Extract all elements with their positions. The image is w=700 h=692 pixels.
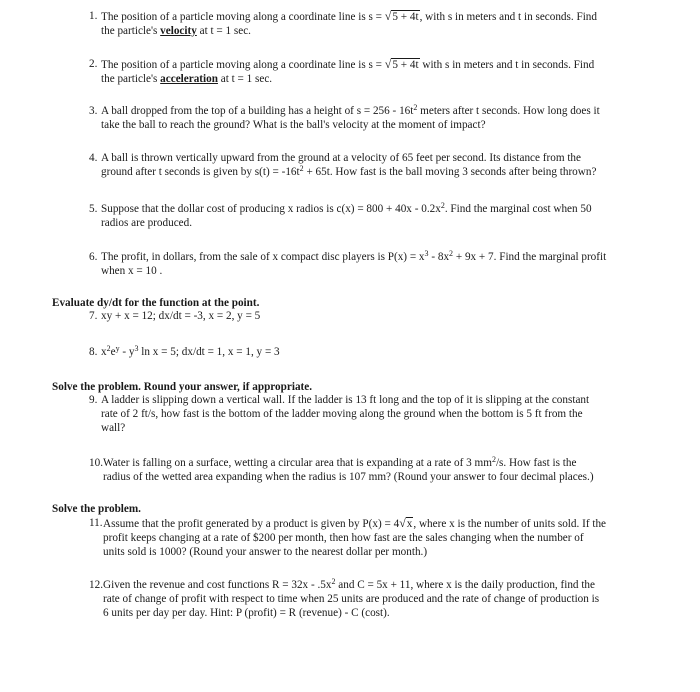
problem-text: The position of a particle moving along a coordinate line is s =: [101, 11, 385, 23]
square-root: √5 + 4t: [384, 9, 419, 23]
problem-3: [89, 104, 641, 132]
problem-number: 1.: [89, 10, 98, 22]
key-term: velocity: [160, 25, 197, 37]
problem-text: units sold is 1000? (Round your answer to the nearest dollar per month.): [103, 546, 428, 558]
square-root: √5 + 4t: [384, 57, 419, 71]
problem-text: A ladder is slipping down a vertical wall. If the ladder is 13 ft long and the top of it is slipping at the constant: [101, 394, 590, 406]
problem-number: 8.: [89, 346, 98, 358]
problem-7: [89, 309, 641, 323]
problem-text: when x = 10 .: [101, 265, 163, 277]
problem-number: 11.: [89, 517, 103, 529]
key-term: acceleration: [160, 73, 218, 85]
exponent: 2: [440, 201, 445, 210]
problem-number: 5.: [89, 203, 98, 215]
problem-text: take the ball to reach the ground? What is the ball's velocity at the moment of impact?: [101, 119, 486, 131]
problem-number: 12.: [89, 579, 103, 591]
problem-number: 7.: [89, 310, 98, 322]
problem-12: [89, 578, 641, 620]
problem-6: [89, 250, 641, 278]
problem-text: e: [110, 346, 116, 358]
exponent: 2: [106, 344, 111, 353]
problem-text: and C = 5x + 11, where x is the daily production, find the: [335, 579, 595, 591]
problem-text: the particle's: [101, 25, 161, 37]
problem-text: ground after t seconds is given by s(t) = -16t: [101, 166, 300, 178]
problem-text: The position of a particle moving along a coordinate line is s =: [101, 59, 385, 71]
problem-text: meters after t seconds. How long does it: [417, 105, 600, 117]
radicand: x: [406, 518, 413, 530]
problem-text: wall?: [101, 422, 126, 434]
problem-text: radios are produced.: [101, 217, 193, 229]
section-heading-evaluate: Evaluate dy/dt for the function at the point.: [52, 297, 260, 309]
problem-text: Suppose that the dollar cost of producing x radios is c(x) = 800 + 40x - 0.2x: [101, 203, 441, 215]
problem-number: 10.: [89, 457, 103, 469]
exponent: 2: [299, 164, 304, 173]
problem-text: the particle's: [101, 73, 161, 85]
problem-text: . Find the marginal cost when 50: [444, 203, 592, 215]
exponent: 2: [413, 103, 418, 112]
problem-text: , with s in meters and t in seconds. Find: [419, 11, 597, 23]
exponent: 2: [449, 249, 454, 258]
problem-number: 4.: [89, 152, 98, 164]
problem-text: rate of 2 ft/s, how fast is the bottom of the ladder moving along the ground when the bottom is 5 ft from the: [101, 408, 583, 420]
problem-text: + 9x + 7. Find the marginal profit: [453, 251, 607, 263]
problem-text: - 8x: [428, 251, 450, 263]
square-root: √x: [399, 516, 413, 530]
problem-text: Assume that the profit generated by a product is given by P(x) = 4: [103, 518, 400, 530]
problem-text: ln x = 5; dx/dt = 1, x = 1, y = 3: [138, 346, 280, 358]
problem-text: x: [101, 346, 107, 358]
problem-text: xy + x = 12; dx/dt = -3, x = 2, y = 5: [101, 310, 261, 322]
problem-text: + 65t. How fast is the ball moving 3 seconds after being thrown?: [303, 166, 597, 178]
problem-text: at t = 1 sec.: [196, 25, 251, 37]
exponent: 2: [491, 455, 496, 464]
radicand: 5 + 4t: [392, 11, 419, 23]
problem-number: 2.: [89, 58, 98, 70]
problem-8: [89, 345, 641, 359]
problem-number: 6.: [89, 251, 98, 263]
problem-9: [89, 393, 641, 435]
exponent: 2: [331, 577, 336, 586]
problem-text: rate of change of profit with respect to time when 25 units are produced and the rate of change of production is: [103, 593, 600, 605]
problem-text: with s in meters and t in seconds. Find: [419, 59, 595, 71]
radicand: 5 + 4t: [392, 59, 419, 71]
problem-text: - y: [119, 346, 135, 358]
problem-text: The profit, in dollars, from the sale of x compact disc players is P(x) = x: [101, 251, 425, 263]
problem-10: [89, 456, 641, 484]
exponent: 3: [134, 344, 139, 353]
problem-text: A ball is thrown vertically upward from the ground at a velocity of 65 feet per second. Its distance from the: [101, 152, 581, 164]
exponent: y: [115, 344, 120, 353]
problem-text: A ball dropped from the top of a building has a height of s = 256 - 16t: [101, 105, 414, 117]
problem-text: profit keeps changing at a rate of $200 per month, then how fast are the sales changing when the number of: [103, 532, 584, 544]
problem-text: Given the revenue and cost functions R = 32x - .5x: [103, 579, 332, 591]
exponent: 3: [424, 249, 429, 258]
problem-text: 6 units per day per day. Hint: P (profit) = R (revenue) - C (cost).: [103, 607, 390, 619]
problem-text: radius of the wetted area expanding when the radius is 107 mm? (Round your answer to four decimal places.): [103, 471, 594, 483]
section-heading-solve: Solve the problem.: [52, 503, 141, 515]
problem-1: [89, 9, 641, 38]
problem-text: , where x is the number of units sold. If the: [413, 518, 607, 530]
problem-2: [89, 57, 641, 86]
problem-11: [89, 516, 641, 559]
problem-text: /s. How fast is the: [495, 457, 577, 469]
problem-4: [89, 151, 641, 179]
problem-5: [89, 202, 641, 230]
problem-number: 3.: [89, 105, 98, 117]
problem-text: Water is falling on a surface, wetting a circular area that is expanding at a rate of 3 mm: [103, 457, 492, 469]
problem-text: at t = 1 sec.: [217, 73, 273, 85]
problem-number: 9.: [89, 394, 98, 406]
section-heading-solve-round: Solve the problem. Round your answer, if appropriate.: [52, 381, 313, 393]
